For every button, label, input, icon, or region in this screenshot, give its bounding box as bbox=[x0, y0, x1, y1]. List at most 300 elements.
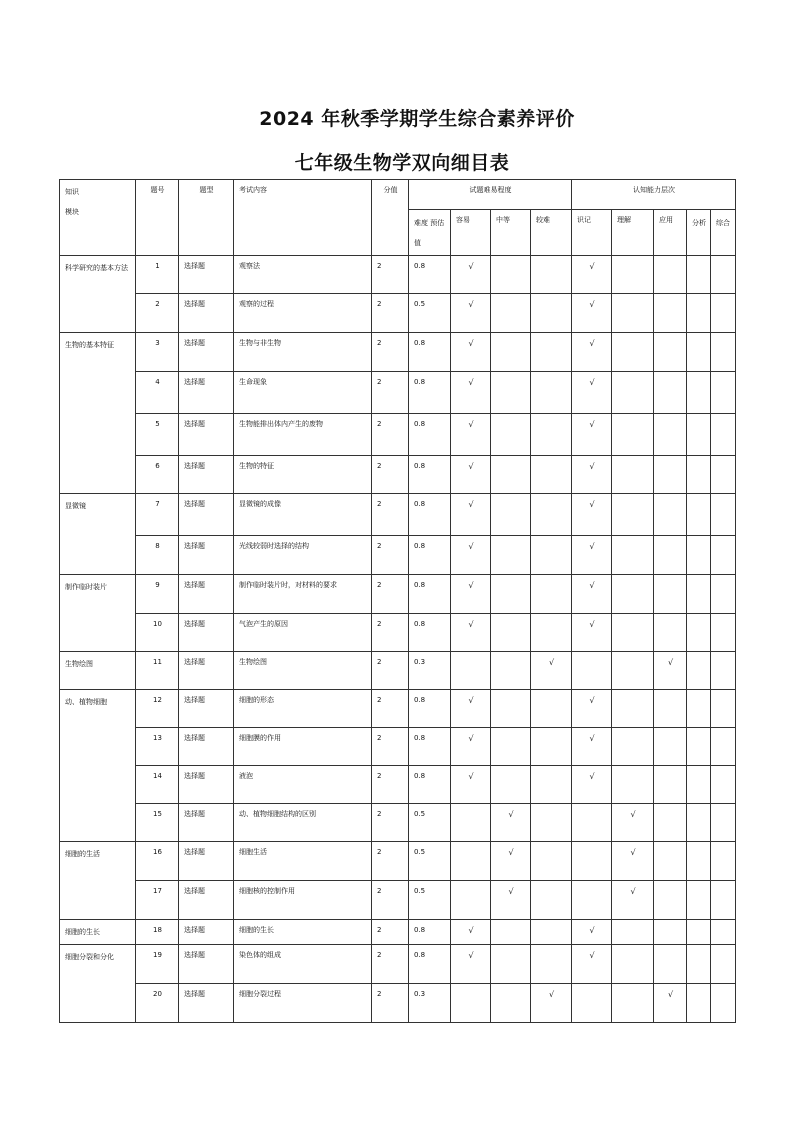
cognitive-apply-cell bbox=[654, 842, 687, 881]
header-hard: 较难 bbox=[531, 210, 572, 256]
cognitive-synthesize-cell bbox=[711, 945, 736, 984]
question-content: 染色体的组成 bbox=[234, 945, 372, 984]
cognitive-analyze-cell bbox=[687, 256, 711, 294]
difficulty-medium-cell bbox=[491, 333, 531, 372]
difficulty-estimate: 0.8 bbox=[409, 920, 451, 945]
header-score: 分值 bbox=[372, 180, 409, 256]
question-type: 选择题 bbox=[179, 256, 234, 294]
difficulty-hard-cell bbox=[531, 256, 572, 294]
question-content: 生物绘图 bbox=[234, 652, 372, 690]
header-easy: 容易 bbox=[451, 210, 491, 256]
question-type: 选择题 bbox=[179, 881, 234, 920]
question-type: 选择题 bbox=[179, 766, 234, 804]
difficulty-easy-cell: √ bbox=[451, 494, 491, 536]
difficulty-hard-cell bbox=[531, 842, 572, 881]
difficulty-easy-cell: √ bbox=[451, 766, 491, 804]
cognitive-apply-cell bbox=[654, 333, 687, 372]
cognitive-recall-cell bbox=[572, 984, 612, 1023]
cognitive-understand-cell bbox=[612, 372, 654, 414]
question-type: 选择题 bbox=[179, 614, 234, 652]
table-row bbox=[60, 536, 736, 575]
cognitive-synthesize-cell bbox=[711, 536, 736, 575]
module-cell: 生物绘图 bbox=[60, 652, 136, 690]
cognitive-understand-cell bbox=[612, 456, 654, 494]
question-content: 细胞膜的作用 bbox=[234, 728, 372, 766]
header-number: 题号 bbox=[136, 180, 179, 256]
header-content: 考试内容 bbox=[234, 180, 372, 256]
table-row bbox=[60, 256, 736, 294]
difficulty-hard-cell bbox=[531, 294, 572, 333]
header-cognitive-group: 认知能力层次 bbox=[572, 180, 736, 210]
difficulty-easy-cell: √ bbox=[451, 333, 491, 372]
cognitive-recall-cell: √ bbox=[572, 690, 612, 728]
module-cell: 细胞分裂和分化 bbox=[60, 945, 136, 1023]
cognitive-apply-cell bbox=[654, 372, 687, 414]
difficulty-easy-cell: √ bbox=[451, 945, 491, 984]
difficulty-easy-cell bbox=[451, 881, 491, 920]
difficulty-easy-cell: √ bbox=[451, 614, 491, 652]
question-number: 14 bbox=[136, 766, 179, 804]
cognitive-analyze-cell bbox=[687, 456, 711, 494]
difficulty-estimate: 0.8 bbox=[409, 690, 451, 728]
cognitive-analyze-cell bbox=[687, 945, 711, 984]
cognitive-apply-cell: √ bbox=[654, 652, 687, 690]
question-score: 2 bbox=[372, 536, 409, 575]
question-score: 2 bbox=[372, 984, 409, 1023]
cognitive-apply-cell bbox=[654, 945, 687, 984]
cognitive-recall-cell: √ bbox=[572, 456, 612, 494]
difficulty-estimate: 0.5 bbox=[409, 842, 451, 881]
difficulty-estimate: 0.3 bbox=[409, 652, 451, 690]
cognitive-apply-cell bbox=[654, 920, 687, 945]
difficulty-medium-cell bbox=[491, 766, 531, 804]
header-recall: 识记 bbox=[572, 210, 612, 256]
question-content: 制作临时装片时，对材料的要求 bbox=[234, 575, 372, 614]
cognitive-understand-cell bbox=[612, 728, 654, 766]
question-score: 2 bbox=[372, 494, 409, 536]
table-row bbox=[60, 456, 736, 494]
module-cell: 生物的基本特征 bbox=[60, 333, 136, 494]
question-number: 10 bbox=[136, 614, 179, 652]
cognitive-recall-cell bbox=[572, 842, 612, 881]
cognitive-recall-cell: √ bbox=[572, 920, 612, 945]
cognitive-recall-cell: √ bbox=[572, 256, 612, 294]
header-analyze: 分析 bbox=[687, 210, 711, 256]
difficulty-hard-cell bbox=[531, 614, 572, 652]
difficulty-easy-cell: √ bbox=[451, 414, 491, 456]
cognitive-analyze-cell bbox=[687, 614, 711, 652]
difficulty-medium-cell bbox=[491, 494, 531, 536]
difficulty-estimate: 0.8 bbox=[409, 575, 451, 614]
spec-table bbox=[59, 179, 736, 1023]
question-type: 选择题 bbox=[179, 804, 234, 842]
question-type: 选择题 bbox=[179, 494, 234, 536]
table-row bbox=[60, 372, 736, 414]
cognitive-apply-cell bbox=[654, 294, 687, 333]
module-cell: 细胞的生长 bbox=[60, 920, 136, 945]
difficulty-estimate: 0.8 bbox=[409, 728, 451, 766]
cognitive-recall-cell: √ bbox=[572, 536, 612, 575]
difficulty-estimate: 0.8 bbox=[409, 414, 451, 456]
cognitive-apply-cell bbox=[654, 456, 687, 494]
question-number: 9 bbox=[136, 575, 179, 614]
header-type: 题型 bbox=[179, 180, 234, 256]
cognitive-understand-cell: √ bbox=[612, 842, 654, 881]
table-row bbox=[60, 766, 736, 804]
question-number: 13 bbox=[136, 728, 179, 766]
question-content: 观察的过程 bbox=[234, 294, 372, 333]
question-number: 7 bbox=[136, 494, 179, 536]
difficulty-medium-cell: √ bbox=[491, 804, 531, 842]
difficulty-hard-cell bbox=[531, 333, 572, 372]
question-content: 细胞的生长 bbox=[234, 920, 372, 945]
cognitive-synthesize-cell bbox=[711, 614, 736, 652]
question-score: 2 bbox=[372, 372, 409, 414]
table-row bbox=[60, 945, 736, 984]
difficulty-hard-cell bbox=[531, 728, 572, 766]
difficulty-easy-cell bbox=[451, 804, 491, 842]
cognitive-analyze-cell bbox=[687, 804, 711, 842]
cognitive-apply-cell bbox=[654, 728, 687, 766]
cognitive-recall-cell: √ bbox=[572, 728, 612, 766]
question-number: 11 bbox=[136, 652, 179, 690]
cognitive-synthesize-cell bbox=[711, 333, 736, 372]
difficulty-hard-cell bbox=[531, 920, 572, 945]
question-content: 气泡产生的原因 bbox=[234, 614, 372, 652]
cognitive-analyze-cell bbox=[687, 766, 711, 804]
table-row bbox=[60, 920, 736, 945]
cognitive-analyze-cell bbox=[687, 372, 711, 414]
question-content: 显微镜的成像 bbox=[234, 494, 372, 536]
table-row bbox=[60, 414, 736, 456]
cognitive-analyze-cell bbox=[687, 536, 711, 575]
question-type: 选择题 bbox=[179, 536, 234, 575]
difficulty-estimate: 0.3 bbox=[409, 984, 451, 1023]
difficulty-easy-cell: √ bbox=[451, 294, 491, 333]
difficulty-easy-cell bbox=[451, 652, 491, 690]
cognitive-apply-cell bbox=[654, 414, 687, 456]
question-score: 2 bbox=[372, 804, 409, 842]
module-cell: 动、植物细胞 bbox=[60, 690, 136, 842]
question-number: 8 bbox=[136, 536, 179, 575]
cognitive-synthesize-cell bbox=[711, 494, 736, 536]
difficulty-medium-cell bbox=[491, 372, 531, 414]
page-title: 2024 年秋季学期学生综合素养评价 bbox=[259, 108, 575, 130]
difficulty-easy-cell bbox=[451, 984, 491, 1023]
question-number: 3 bbox=[136, 333, 179, 372]
cognitive-recall-cell: √ bbox=[572, 414, 612, 456]
question-type: 选择题 bbox=[179, 920, 234, 945]
question-content: 细胞生活 bbox=[234, 842, 372, 881]
difficulty-easy-cell: √ bbox=[451, 575, 491, 614]
difficulty-estimate: 0.8 bbox=[409, 614, 451, 652]
question-content: 生物能排出体内产生的废物 bbox=[234, 414, 372, 456]
difficulty-hard-cell bbox=[531, 414, 572, 456]
question-number: 2 bbox=[136, 294, 179, 333]
question-number: 4 bbox=[136, 372, 179, 414]
header-medium: 中等 bbox=[491, 210, 531, 256]
table-row bbox=[60, 494, 736, 536]
table-row bbox=[60, 984, 736, 1023]
cognitive-analyze-cell bbox=[687, 652, 711, 690]
question-number: 18 bbox=[136, 920, 179, 945]
cognitive-synthesize-cell bbox=[711, 414, 736, 456]
difficulty-estimate: 0.8 bbox=[409, 766, 451, 804]
cognitive-apply-cell bbox=[654, 804, 687, 842]
cognitive-understand-cell bbox=[612, 333, 654, 372]
question-type: 选择题 bbox=[179, 690, 234, 728]
question-score: 2 bbox=[372, 614, 409, 652]
question-score: 2 bbox=[372, 766, 409, 804]
question-content: 细胞分裂过程 bbox=[234, 984, 372, 1023]
difficulty-easy-cell: √ bbox=[451, 920, 491, 945]
cognitive-understand-cell bbox=[612, 690, 654, 728]
question-number: 5 bbox=[136, 414, 179, 456]
cognitive-analyze-cell bbox=[687, 575, 711, 614]
difficulty-hard-cell bbox=[531, 536, 572, 575]
question-score: 2 bbox=[372, 842, 409, 881]
difficulty-medium-cell bbox=[491, 945, 531, 984]
difficulty-easy-cell: √ bbox=[451, 536, 491, 575]
cognitive-understand-cell bbox=[612, 294, 654, 333]
question-type: 选择题 bbox=[179, 652, 234, 690]
difficulty-medium-cell bbox=[491, 690, 531, 728]
difficulty-estimate: 0.8 bbox=[409, 494, 451, 536]
question-type: 选择题 bbox=[179, 945, 234, 984]
question-type: 选择题 bbox=[179, 728, 234, 766]
cognitive-analyze-cell bbox=[687, 414, 711, 456]
table-row bbox=[60, 614, 736, 652]
cognitive-recall-cell: √ bbox=[572, 294, 612, 333]
cognitive-recall-cell bbox=[572, 881, 612, 920]
cognitive-synthesize-cell bbox=[711, 881, 736, 920]
module-cell: 科学研究的基本方法 bbox=[60, 256, 136, 333]
question-content: 生物与非生物 bbox=[234, 333, 372, 372]
cognitive-analyze-cell bbox=[687, 728, 711, 766]
difficulty-hard-cell bbox=[531, 456, 572, 494]
question-number: 19 bbox=[136, 945, 179, 984]
difficulty-hard-cell bbox=[531, 945, 572, 984]
difficulty-medium-cell bbox=[491, 652, 531, 690]
cognitive-recall-cell: √ bbox=[572, 766, 612, 804]
difficulty-hard-cell: √ bbox=[531, 984, 572, 1023]
cognitive-understand-cell bbox=[612, 414, 654, 456]
cognitive-recall-cell: √ bbox=[572, 575, 612, 614]
difficulty-easy-cell: √ bbox=[451, 690, 491, 728]
question-score: 2 bbox=[372, 575, 409, 614]
difficulty-medium-cell bbox=[491, 456, 531, 494]
question-score: 2 bbox=[372, 881, 409, 920]
difficulty-estimate: 0.5 bbox=[409, 804, 451, 842]
question-number: 1 bbox=[136, 256, 179, 294]
cognitive-recall-cell: √ bbox=[572, 333, 612, 372]
difficulty-hard-cell bbox=[531, 372, 572, 414]
table-row bbox=[60, 728, 736, 766]
cognitive-apply-cell: √ bbox=[654, 984, 687, 1023]
question-score: 2 bbox=[372, 945, 409, 984]
cognitive-synthesize-cell bbox=[711, 920, 736, 945]
difficulty-estimate: 0.5 bbox=[409, 881, 451, 920]
question-score: 2 bbox=[372, 294, 409, 333]
cognitive-apply-cell bbox=[654, 881, 687, 920]
difficulty-medium-cell bbox=[491, 294, 531, 333]
cognitive-understand-cell bbox=[612, 984, 654, 1023]
cognitive-understand-cell bbox=[612, 945, 654, 984]
cognitive-synthesize-cell bbox=[711, 766, 736, 804]
question-score: 2 bbox=[372, 456, 409, 494]
table-row bbox=[60, 804, 736, 842]
cognitive-apply-cell bbox=[654, 614, 687, 652]
question-type: 选择题 bbox=[179, 333, 234, 372]
cognitive-understand-cell bbox=[612, 766, 654, 804]
cognitive-synthesize-cell bbox=[711, 294, 736, 333]
cognitive-understand-cell bbox=[612, 920, 654, 945]
question-score: 2 bbox=[372, 920, 409, 945]
cognitive-understand-cell bbox=[612, 256, 654, 294]
cognitive-analyze-cell bbox=[687, 842, 711, 881]
header-difficulty-group: 试题难易程度 bbox=[409, 180, 572, 210]
difficulty-medium-cell bbox=[491, 920, 531, 945]
difficulty-easy-cell: √ bbox=[451, 372, 491, 414]
difficulty-easy-cell bbox=[451, 842, 491, 881]
question-type: 选择题 bbox=[179, 456, 234, 494]
difficulty-hard-cell bbox=[531, 690, 572, 728]
question-type: 选择题 bbox=[179, 984, 234, 1023]
difficulty-estimate: 0.8 bbox=[409, 536, 451, 575]
cognitive-analyze-cell bbox=[687, 984, 711, 1023]
cognitive-understand-cell bbox=[612, 575, 654, 614]
cognitive-synthesize-cell bbox=[711, 575, 736, 614]
cognitive-analyze-cell bbox=[687, 920, 711, 945]
cognitive-understand-cell bbox=[612, 614, 654, 652]
difficulty-hard-cell: √ bbox=[531, 652, 572, 690]
cognitive-analyze-cell bbox=[687, 881, 711, 920]
cognitive-synthesize-cell bbox=[711, 690, 736, 728]
cognitive-apply-cell bbox=[654, 536, 687, 575]
table-row bbox=[60, 690, 736, 728]
difficulty-medium-cell bbox=[491, 984, 531, 1023]
table-row bbox=[60, 294, 736, 333]
cognitive-apply-cell bbox=[654, 494, 687, 536]
question-type: 选择题 bbox=[179, 575, 234, 614]
cognitive-understand-cell: √ bbox=[612, 881, 654, 920]
difficulty-medium-cell bbox=[491, 414, 531, 456]
cognitive-apply-cell bbox=[654, 575, 687, 614]
cognitive-understand-cell: √ bbox=[612, 804, 654, 842]
cognitive-recall-cell bbox=[572, 652, 612, 690]
module-cell: 制作临时装片 bbox=[60, 575, 136, 652]
question-type: 选择题 bbox=[179, 372, 234, 414]
difficulty-estimate: 0.8 bbox=[409, 945, 451, 984]
table-row bbox=[60, 652, 736, 690]
difficulty-medium-cell bbox=[491, 256, 531, 294]
cognitive-recall-cell: √ bbox=[572, 372, 612, 414]
cognitive-analyze-cell bbox=[687, 294, 711, 333]
difficulty-estimate: 0.8 bbox=[409, 456, 451, 494]
question-content: 动、植物细胞结构的区别 bbox=[234, 804, 372, 842]
question-number: 15 bbox=[136, 804, 179, 842]
cognitive-understand-cell bbox=[612, 652, 654, 690]
difficulty-easy-cell: √ bbox=[451, 256, 491, 294]
difficulty-easy-cell: √ bbox=[451, 728, 491, 766]
question-number: 12 bbox=[136, 690, 179, 728]
difficulty-easy-cell: √ bbox=[451, 456, 491, 494]
question-score: 2 bbox=[372, 728, 409, 766]
difficulty-hard-cell bbox=[531, 881, 572, 920]
page-subtitle: 七年级生物学双向细目表 bbox=[294, 152, 510, 174]
cognitive-synthesize-cell bbox=[711, 804, 736, 842]
question-type: 选择题 bbox=[179, 842, 234, 881]
difficulty-medium-cell bbox=[491, 575, 531, 614]
difficulty-hard-cell bbox=[531, 494, 572, 536]
header-understand: 理解 bbox=[612, 210, 654, 256]
header-synthesize: 综合 bbox=[711, 210, 736, 256]
difficulty-medium-cell: √ bbox=[491, 842, 531, 881]
table-row bbox=[60, 842, 736, 881]
question-score: 2 bbox=[372, 333, 409, 372]
question-content: 液泡 bbox=[234, 766, 372, 804]
cognitive-recall-cell: √ bbox=[572, 614, 612, 652]
question-score: 2 bbox=[372, 652, 409, 690]
difficulty-estimate: 0.8 bbox=[409, 256, 451, 294]
cognitive-synthesize-cell bbox=[711, 256, 736, 294]
question-type: 选择题 bbox=[179, 414, 234, 456]
difficulty-hard-cell bbox=[531, 804, 572, 842]
cognitive-synthesize-cell bbox=[711, 372, 736, 414]
cognitive-analyze-cell bbox=[687, 494, 711, 536]
cognitive-apply-cell bbox=[654, 690, 687, 728]
difficulty-medium-cell bbox=[491, 728, 531, 766]
difficulty-medium-cell: √ bbox=[491, 881, 531, 920]
question-number: 16 bbox=[136, 842, 179, 881]
cognitive-recall-cell: √ bbox=[572, 945, 612, 984]
module-cell: 细胞的生活 bbox=[60, 842, 136, 920]
header-module: 知识 模块 bbox=[60, 180, 136, 256]
cognitive-understand-cell bbox=[612, 494, 654, 536]
header-apply: 应用 bbox=[654, 210, 687, 256]
module-cell: 显微镜 bbox=[60, 494, 136, 575]
question-number: 17 bbox=[136, 881, 179, 920]
question-score: 2 bbox=[372, 414, 409, 456]
cognitive-synthesize-cell bbox=[711, 728, 736, 766]
cognitive-apply-cell bbox=[654, 256, 687, 294]
difficulty-medium-cell bbox=[491, 536, 531, 575]
difficulty-estimate: 0.5 bbox=[409, 294, 451, 333]
question-type: 选择题 bbox=[179, 294, 234, 333]
question-content: 细胞核的控制作用 bbox=[234, 881, 372, 920]
question-content: 生命现象 bbox=[234, 372, 372, 414]
cognitive-recall-cell: √ bbox=[572, 494, 612, 536]
question-content: 观察法 bbox=[234, 256, 372, 294]
question-content: 生物的特征 bbox=[234, 456, 372, 494]
difficulty-medium-cell bbox=[491, 614, 531, 652]
question-score: 2 bbox=[372, 690, 409, 728]
cognitive-analyze-cell bbox=[687, 333, 711, 372]
cognitive-understand-cell bbox=[612, 536, 654, 575]
question-content: 细胞的形态 bbox=[234, 690, 372, 728]
table-row bbox=[60, 575, 736, 614]
question-score: 2 bbox=[372, 256, 409, 294]
question-number: 6 bbox=[136, 456, 179, 494]
cognitive-recall-cell bbox=[572, 804, 612, 842]
question-number: 20 bbox=[136, 984, 179, 1023]
table-row bbox=[60, 881, 736, 920]
difficulty-estimate: 0.8 bbox=[409, 333, 451, 372]
difficulty-estimate: 0.8 bbox=[409, 372, 451, 414]
header-estimate: 难度 预估值 bbox=[409, 210, 451, 256]
cognitive-synthesize-cell bbox=[711, 984, 736, 1023]
cognitive-synthesize-cell bbox=[711, 652, 736, 690]
